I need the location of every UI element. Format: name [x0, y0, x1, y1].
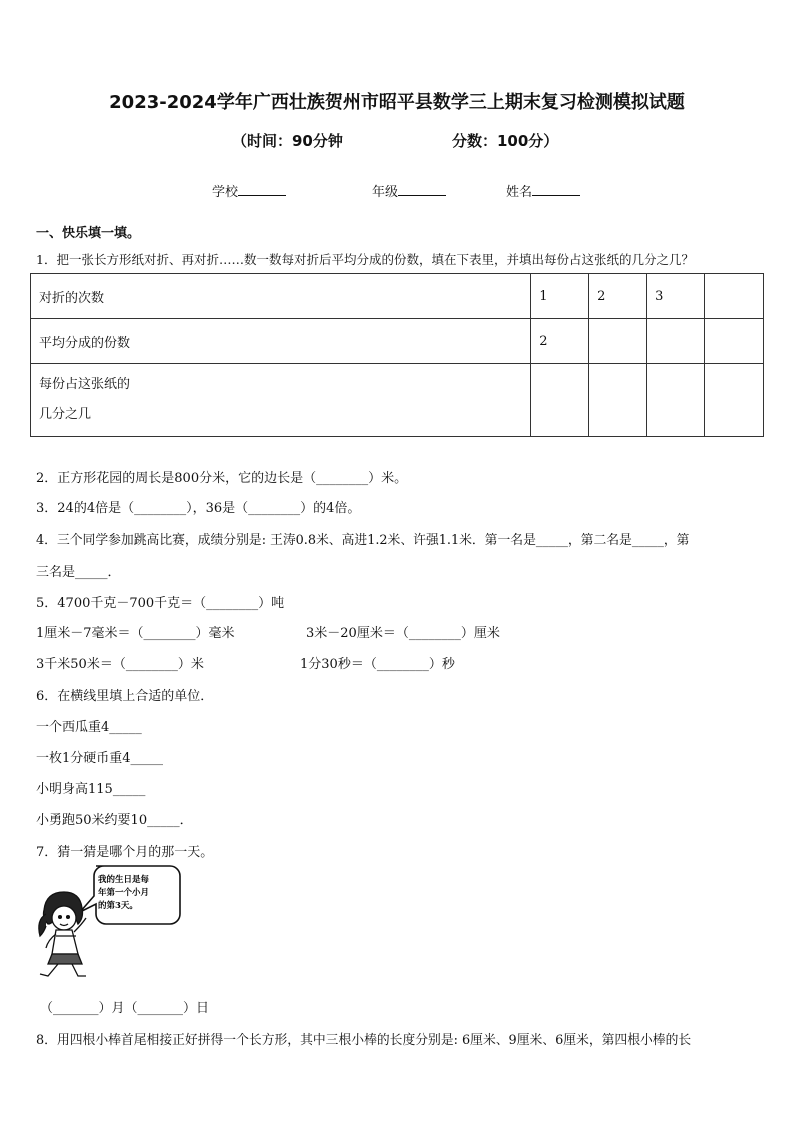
- table-cell[interactable]: [647, 319, 705, 364]
- question-7: 7．猜一猜是哪个月的那一天。: [36, 845, 214, 860]
- question-5-line2a: 1厘米－7毫米＝（________）毫米: [36, 626, 235, 641]
- table-cell: [31, 364, 531, 437]
- question-6-b: 一枚1分硬币重4_____: [36, 751, 164, 766]
- girl-figure: [39, 892, 86, 976]
- table-cell: 平均分成的份数: [31, 319, 531, 364]
- fold-table: [30, 273, 764, 437]
- question-3: 3．24的4倍是（________），36是（________）的4倍。: [36, 501, 361, 516]
- row3-label-line1: 每份占这张纸的: [39, 377, 131, 392]
- table-cell[interactable]: [589, 319, 647, 364]
- question-4-line1: 4．三个同学参加跳高比赛，成绩分别是: 王涛0.8米、高进1.2米、许强1.1米．第一名是_____，第二名是_____，第: [36, 533, 690, 548]
- table-row: [31, 364, 764, 437]
- question-5-line3a: 3千米50米＝（________）米: [36, 657, 204, 672]
- name-field: [506, 181, 580, 200]
- name-blank[interactable]: [532, 183, 580, 196]
- bubble-text-2: 年第一个小月: [98, 888, 150, 898]
- school-field: [212, 181, 286, 200]
- bubble-text-3: 的第3天。: [98, 901, 138, 911]
- question-4-line2: 三名是_____．: [36, 565, 121, 580]
- question-6: 6．在横线里填上合适的单位．: [36, 689, 214, 704]
- name-label: 姓名: [506, 185, 533, 200]
- question-7-answer: （_______）月（_______）日: [40, 1001, 210, 1016]
- table-cell[interactable]: [589, 364, 647, 437]
- table-cell[interactable]: [647, 364, 705, 437]
- grade-label: 年级: [372, 185, 399, 200]
- grade-blank[interactable]: [398, 183, 446, 196]
- table-cell: 2: [589, 274, 647, 319]
- question-2: 2．正方形花园的周长是800分米，它的边长是（________）米。: [36, 471, 408, 486]
- question-6-d: 小勇跑50米约要10_____．: [36, 813, 193, 828]
- question-5-line3b: 1分30秒＝（________）秒: [300, 657, 455, 672]
- table-cell: 3: [647, 274, 705, 319]
- table-cell[interactable]: [705, 319, 764, 364]
- bubble-text-1: 我的生日是每: [98, 875, 150, 885]
- question-5-line1: 5．4700千克－700千克＝（________）吨: [36, 596, 285, 611]
- table-cell[interactable]: [705, 364, 764, 437]
- section-heading: 一、快乐填一填。: [36, 226, 141, 241]
- school-label: 学校: [212, 185, 239, 200]
- grade-field: [372, 181, 446, 200]
- table-cell: 对折的次数: [31, 274, 531, 319]
- question-1: 1．把一张长方形纸对折、再对折……数一数每对折后平均分成的份数，填在下表里，并填出每份占这张纸的几分之几？: [36, 252, 694, 267]
- question-8: 8．用四根小棒首尾相接正好拼得一个长方形，其中三根小棒的长度分别是: 6厘米、9厘米、6厘米，第四根小棒的长: [36, 1033, 692, 1048]
- question-6-a: 一个西瓜重4_____: [36, 720, 142, 735]
- table-row: [31, 274, 764, 319]
- question-5-line2b: 3米－20厘米＝（________）厘米: [306, 626, 500, 641]
- girl-speech-illustration: [34, 862, 184, 982]
- table-row: [31, 319, 764, 364]
- table-cell: 2: [531, 319, 589, 364]
- row3-label-line2: 几分之几: [39, 407, 92, 422]
- question-6-c: 小明身高115_____: [36, 782, 146, 797]
- page-title: 2023-2024学年广西壮族贺州市昭平县数学三上期末复习检测模拟试题: [109, 92, 685, 113]
- exam-time: （时间：90分钟: [232, 132, 343, 150]
- exam-score: 分数：100分）: [452, 132, 559, 150]
- table-cell[interactable]: [705, 274, 764, 319]
- table-cell: 1: [531, 274, 589, 319]
- school-blank[interactable]: [238, 183, 286, 196]
- table-cell[interactable]: [531, 364, 589, 437]
